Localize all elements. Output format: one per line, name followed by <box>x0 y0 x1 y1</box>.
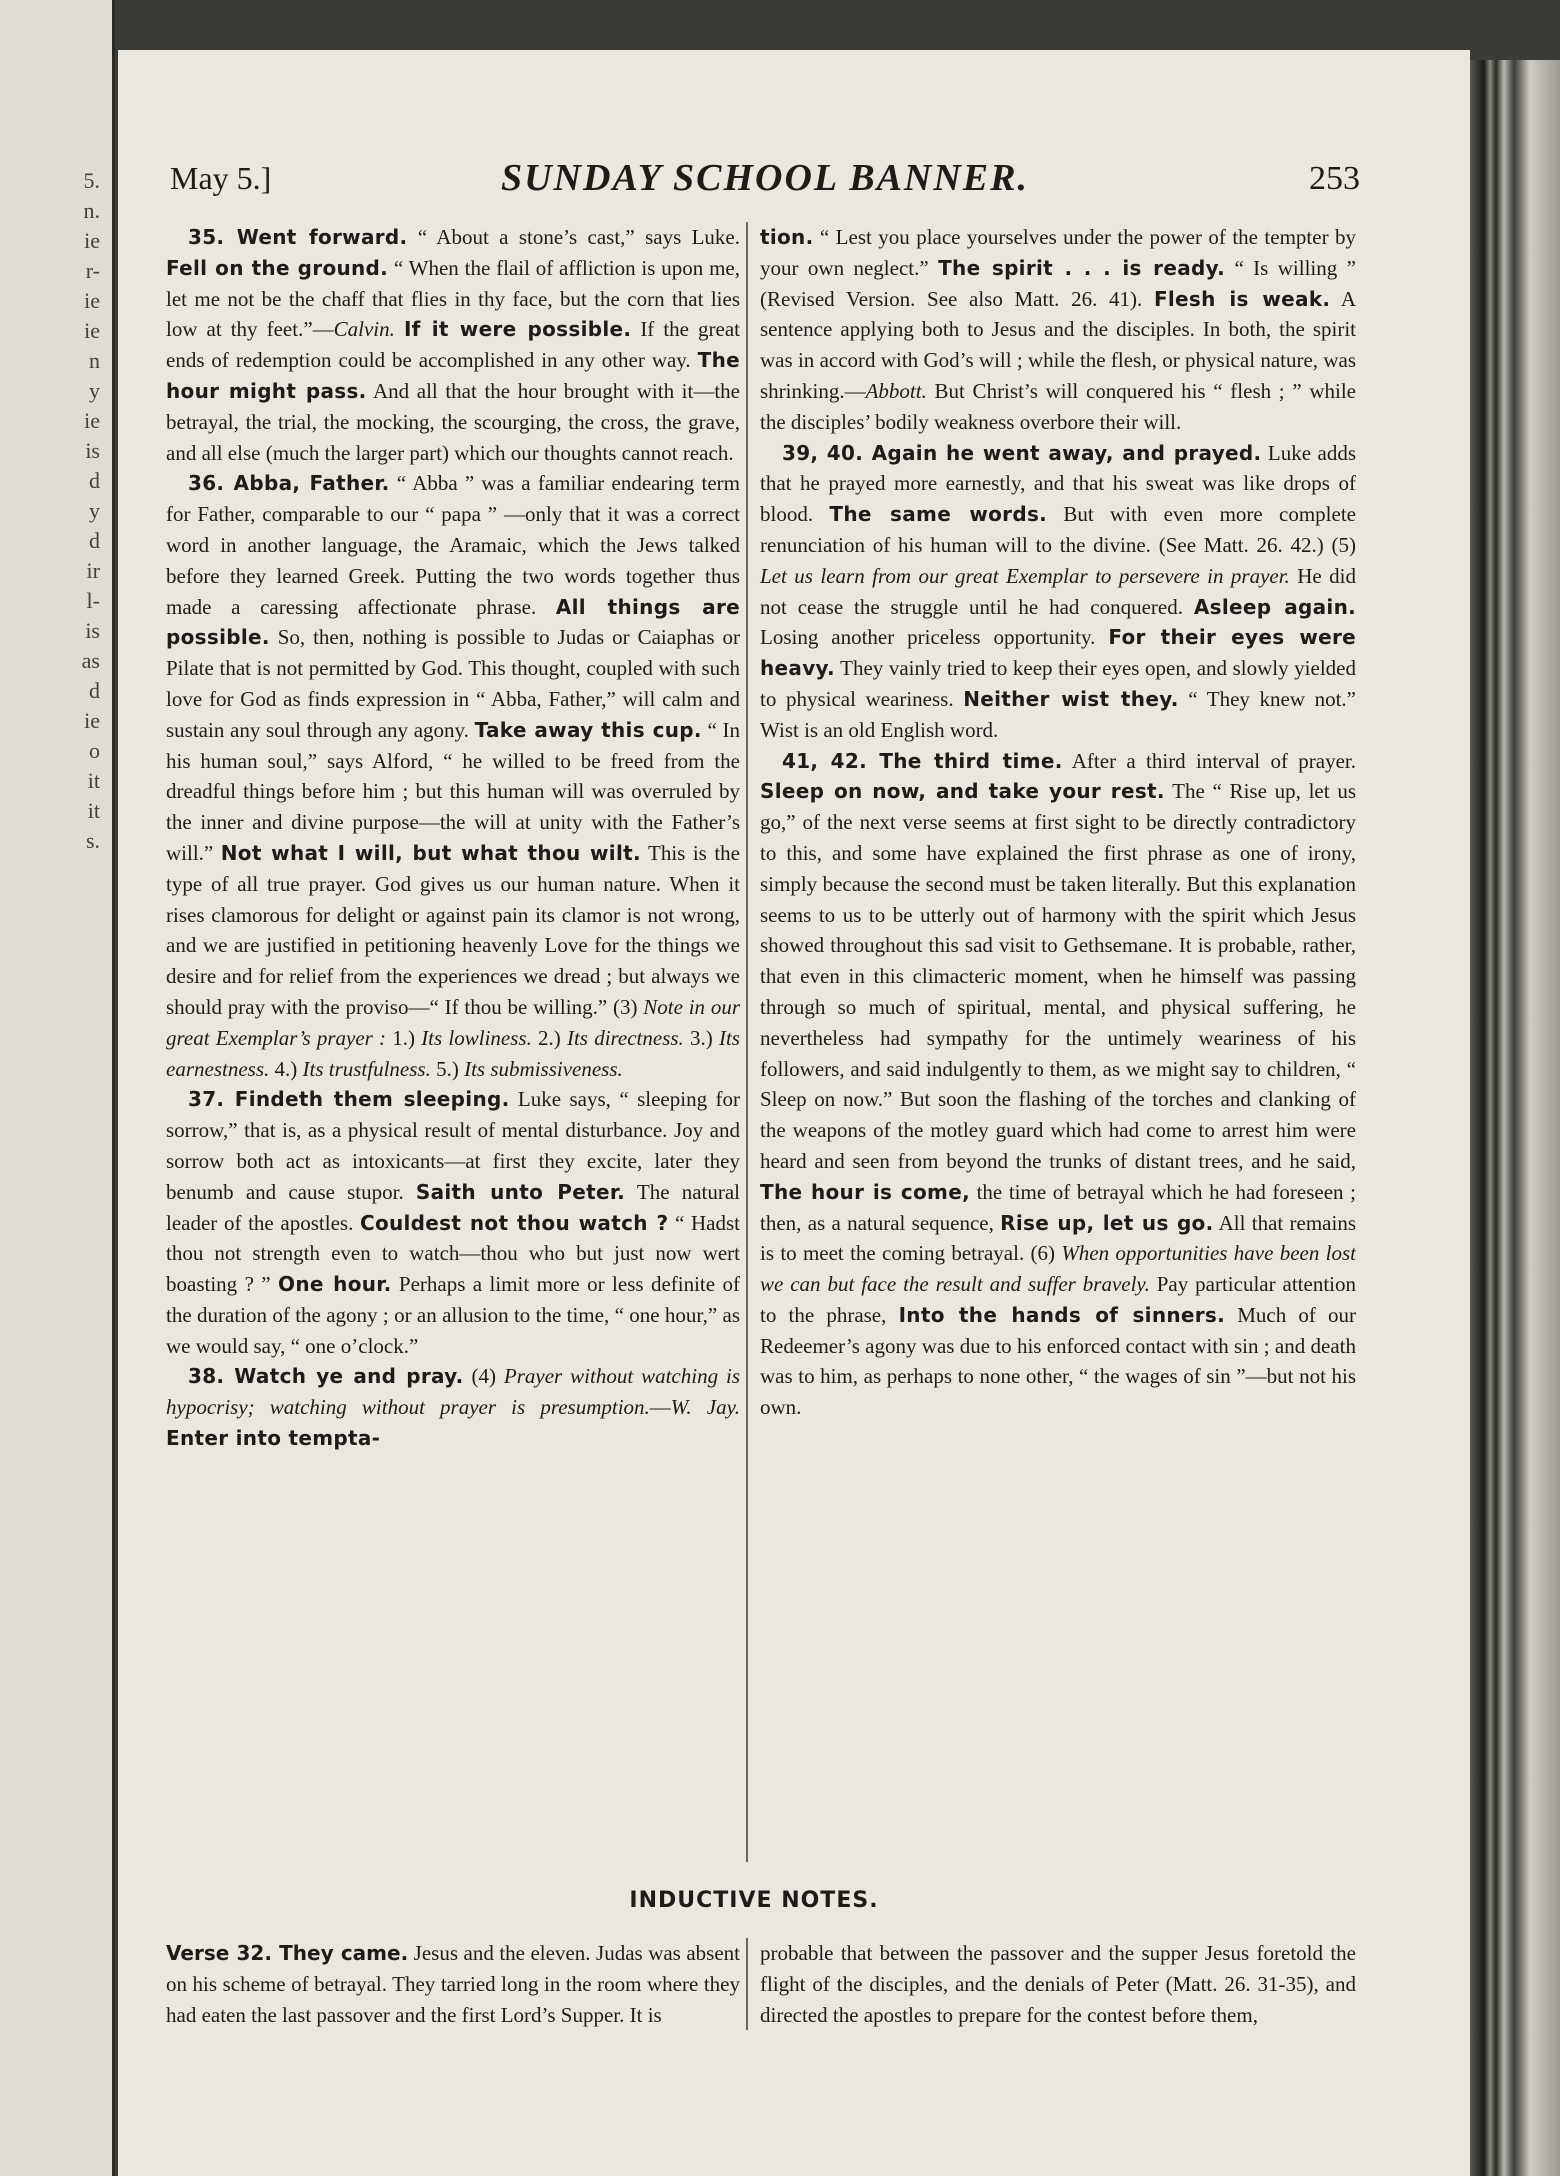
edge-fragment: n. <box>83 198 100 223</box>
edge-fragment: ie <box>84 408 100 433</box>
left-column <box>166 222 740 1862</box>
page <box>118 50 1470 2176</box>
paragraph: 35. Went forward. “ About a stone’s cast,” says Luke. Fell on the ground. “ When the flail of affliction is upon me, let me not be the chaff that flies in thy face, but the corn that lies low at thy feet.”—Calvin. If it were possible. If the great ends of redemption could be accomplished in any other way. The hour might pass. And all that the hour brought with it—the betrayal, the trial, the mocking, the scourging, the cross, the grave, and all else (much the larger part) which our thoughts cannot reach. <box>166 225 740 465</box>
page-number: 253 <box>1309 160 1360 197</box>
paragraph: 38. Watch ye and pray. (4) Prayer without watching is hypocrisy; watching without prayer is presumption.—W. Jay. Enter into tempta- <box>166 1364 740 1451</box>
edge-fragment: d <box>89 528 100 553</box>
paragraph: 41, 42. The third time. After a third interval of prayer. Sleep on now, and take your rest. The “ Rise up, let us go,” of the next verse seems at first sight to be directly contradictory to this, and some have explained the first phrase as one of irony, simply because the second must be taken literally. But this explanation seems to us to be utterly out of harmony with the spirit which Jesus showed throughout this sad visit to Gethsemane. It is probable, rather, that even in this climacteric moment, when he himself was passing through so much of spiritual, mental, and physical suffering, he nevertheless had sympathy for the untimely weariness of his followers, and said indulgently to them, as we might say to children, “ Sleep on now.” But soon the flashing of the torches and clanking of the weapons of the motley guard which had come to arrest him were heard and seen from beyond the trunks of distant trees, and he said, The hour is come, the time of betrayal which he had foreseen ; then, as a natural sequence, Rise up, let us go. All that remains is to meet the coming betrayal. (6) When opportunities have been lost we can but face the result and suffer bravely. Pay particular attention to the phrase, Into the hands of sinners. Much of our Redeemer’s agony was due to his enforced contact with sin ; and death was to him, as perhaps to none other, “ the wages of sin ”—but not his own. <box>760 748 1356 1420</box>
right-column <box>746 222 1356 1862</box>
notes-paragraph: Verse 32. They came. Jesus and the eleven. Judas was absent on his scheme of betrayal. They tarried long in the room where they had eaten the last passover and the first Lord’s Supper. It is <box>166 1941 740 2027</box>
edge-fragment: ie <box>84 708 100 733</box>
edge-fragment: it <box>87 798 100 823</box>
edge-fragment: as <box>81 648 100 673</box>
paragraph: 37. Findeth them sleeping. Luke says, “ sleeping for sorrow,” that is, as a physical result of mental disturbance. Joy and sorrow both act as intoxicants—at first they excite, later they benumb and cause stupor. Saith unto Peter. The natural leader of the apostles. Couldest not thou watch ? “ Hadst thou not strength even to watch—thou who but just now wert boasting ? ” One hour. Perhaps a limit more or less definite of the duration of the agony ; or an allusion to the time, “ one hour,” as we would say, “ one o’clock.” <box>166 1087 740 1358</box>
edge-fragment: r- <box>85 258 100 283</box>
previous-page-edge <box>0 0 115 2176</box>
edge-fragment: y <box>89 498 100 523</box>
edge-fragment: it <box>87 768 100 793</box>
book-spine-shadow <box>1470 60 1560 2176</box>
edge-fragment: ir <box>86 558 100 583</box>
paragraph: tion. “ Lest you place yourselves under the power of the tempter by your own neglect.” The spirit . . . is ready. “ Is willing ” (Revised Version. See also Matt. 26. 41). Flesh is weak. A sentence applying both to Jesus and the disciples. In both, the spirit was in accord with God’s will ; while the flesh, or physical nature, was shrinking.—Abbott. But Christ’s will conquered his “ flesh ; ” while the disciples’ bodily weakness overbore their will. <box>760 225 1356 434</box>
edge-fragment: is <box>85 438 100 463</box>
edge-fragment: n <box>89 348 100 373</box>
inductive-notes-right <box>746 1938 1356 2030</box>
edge-fragment: ie <box>84 228 100 253</box>
edge-fragment: d <box>89 678 100 703</box>
edge-fragment: is <box>85 618 100 643</box>
notes-paragraph: probable that between the passover and the supper Jesus foretold the flight of the disciples, and the denials of Peter (Matt. 26. 31-35), and directed the apostles to prepare for the contest before them, <box>760 1941 1356 2027</box>
edge-fragment: l- <box>86 588 100 613</box>
edge-fragment: d <box>89 468 100 493</box>
edge-fragment: ie <box>84 288 100 313</box>
inductive-notes-left <box>166 1938 740 2030</box>
edge-fragment: ie <box>84 318 100 343</box>
edge-fragment: y <box>89 378 100 403</box>
header-title: SUNDAY SCHOOL BANNER. <box>500 157 1029 199</box>
edge-fragment: o <box>89 738 100 763</box>
running-header <box>170 150 1360 210</box>
paragraph: 36. Abba, Father. “ Abba ” was a familiar endearing term for Father, comparable to our “ papa ” —only that it was a correct word in another language, the Aramaic, which the Jews talked before they learned Greek. Putting the two words together thus made a caressing affectionate phrase. All things are possible. So, then, nothing is possible to Judas or Caiaphas or Pilate that is not permitted by God. This thought, coupled with such love for God as finds expression in “ Abba, Father,” will calm and sustain any soul through any agony. Take away this cup. “ In his human soul,” says Alford, “ he willed to be freed from the dreadful things before him ; but this human will was overruled by the inner and divine purpose—the will at unity with the Father’s will.” Not what I will, but what thou wilt. This is the type of all true prayer. God gives us our human nature. When it rises clamorous for delight or against pain its clamor is not wrong, and we are justified in petitioning heavenly Love for the things we desire and for relief from the experiences we dread ; but always we should pray with the proviso—“ If thou be willing.” (3) Note in our great Exemplar’s prayer : 1.) Its lowliness. 2.) Its directness. 3.) Its earnestness. 4.) Its trustfulness. 5.) Its submissiveness. <box>166 471 740 1081</box>
header-date: May 5.] <box>170 160 272 196</box>
paragraph: 39, 40. Again he went away, and prayed. Luke adds that he prayed more earnestly, and that his sweat was like drops of blood. The same words. But with even more complete renunciation of his human will to the divine. (See Matt. 26. 42.) (5) Let us learn from our great Exemplar to persevere in prayer. He did not cease the struggle until he had conquered. Asleep again. Losing another priceless opportunity. For their eyes were heavy. They vainly tried to keep their eyes open, and slowly yielded to physical weariness. Neither wist they. “ They knew not.” Wist is an old English word. <box>760 440 1356 742</box>
edge-fragment: 5. <box>83 168 100 193</box>
inductive-notes-heading: INDUCTIVE NOTES. <box>629 1888 879 1913</box>
edge-fragment: s. <box>85 828 100 853</box>
